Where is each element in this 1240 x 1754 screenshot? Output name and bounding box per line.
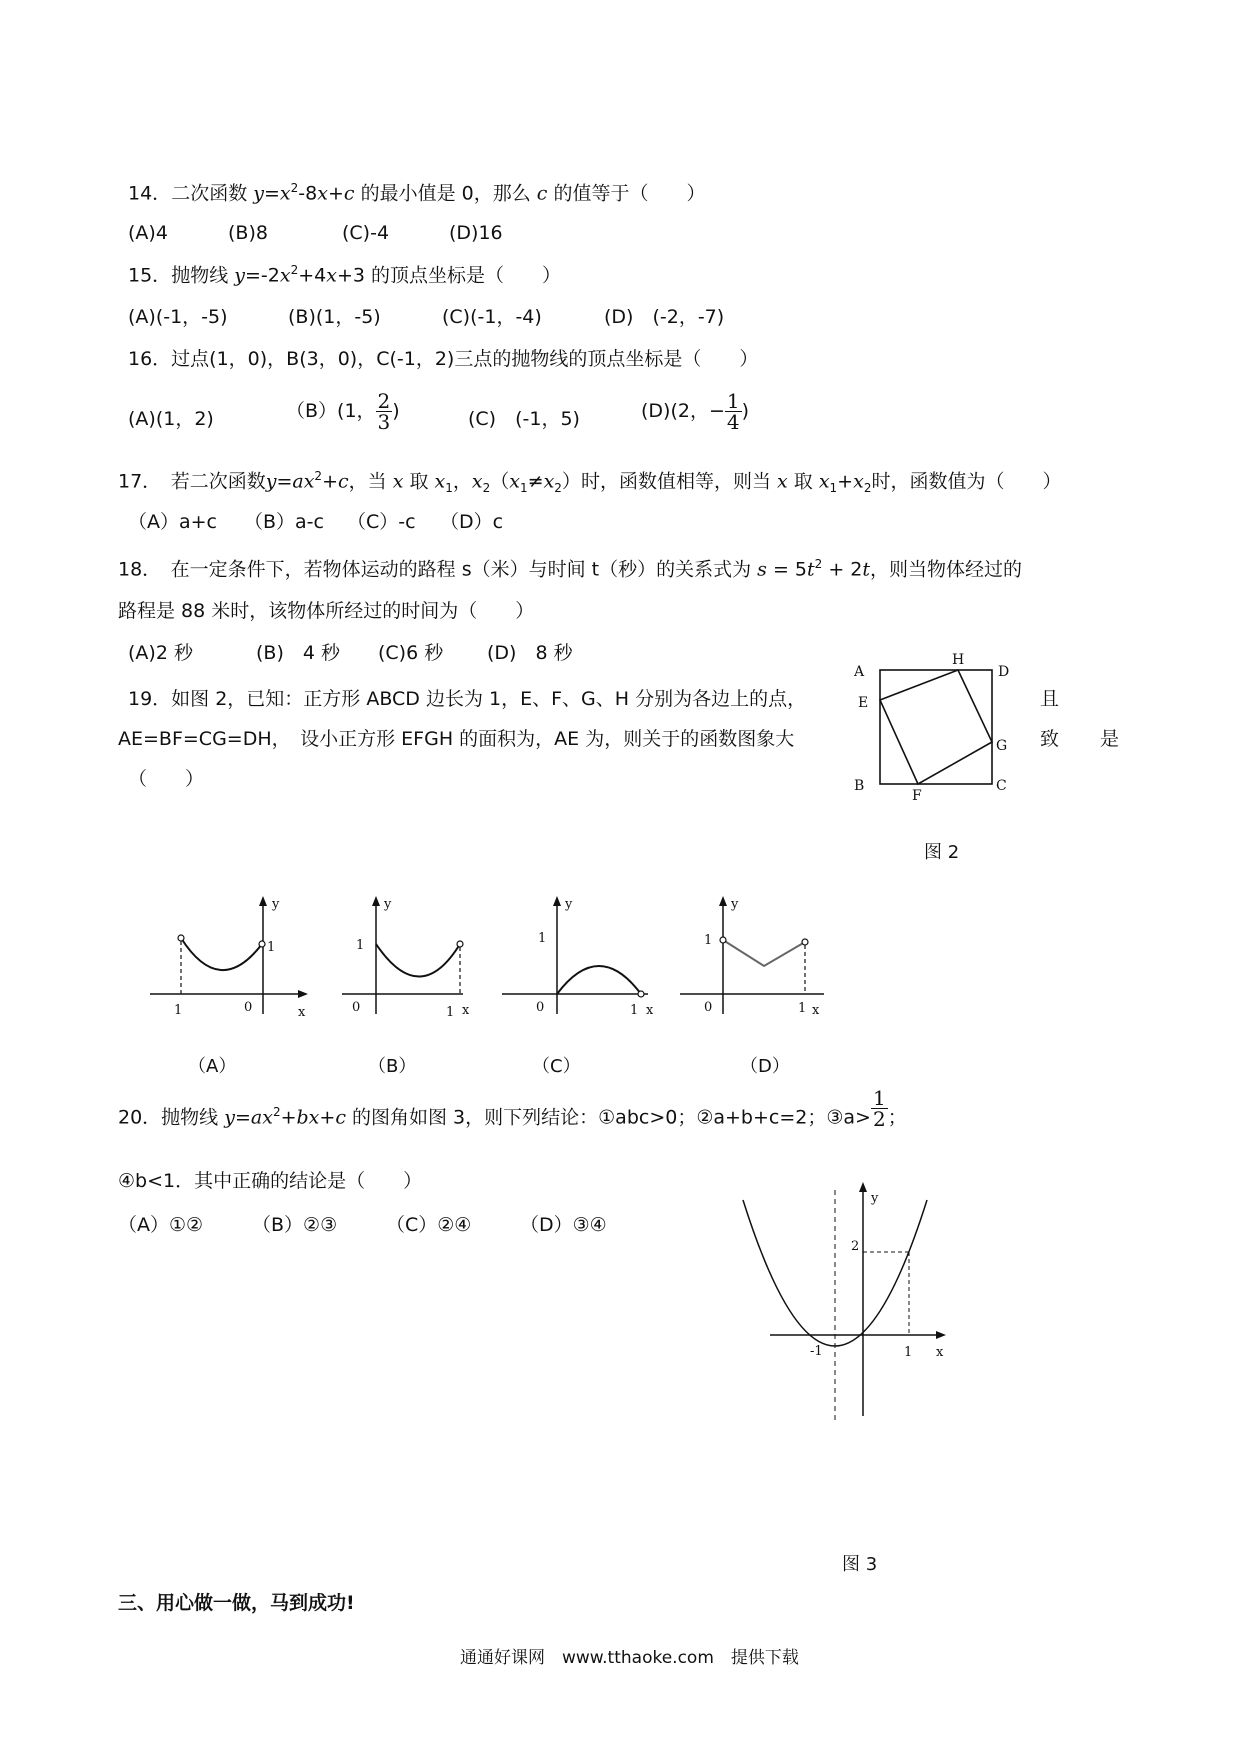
label-b: B — [854, 778, 865, 794]
q16-option-b: （B）(1， $\frac{2}{3}$ ) — [286, 389, 400, 434]
question-text: 取 — [409, 470, 429, 493]
fraction-denominator: 3 — [377, 410, 391, 434]
question-16: 16．过点(1，0)，B(3，0)，C(-1，2)三点的抛物线的顶点坐标是（ ） — [128, 348, 759, 370]
q15-option-d: (D) (-2，-7) — [604, 306, 725, 328]
svg-text:0: 0 — [536, 1000, 545, 1015]
fraction-denominator: 2 — [872, 1107, 886, 1132]
q18-option-b: (B) 4 秒 — [256, 642, 340, 664]
figure-3-caption: 图 3 — [842, 1554, 878, 1575]
svg-text:1: 1 — [267, 940, 276, 955]
svg-text:0: 0 — [352, 1000, 361, 1015]
svg-text:x: x — [936, 1345, 944, 1360]
graph-c-caption: （C） — [532, 1056, 581, 1077]
question-18-line2: 路程是 88 米时，该物体所经过的时间为（ ） — [118, 600, 535, 622]
q18-option-d: (D) 8 秒 — [487, 642, 573, 664]
question-18: 18． 在一定条件下，若物体运动的路程 s（米）与时间 t（秒）的关系式为 $s = 5t^2 + 2t$，则当物体经过的 — [118, 557, 1023, 581]
q15-option-a: (A)(-1，-5) — [128, 306, 228, 328]
question-text: ，则当物体经过的 — [870, 558, 1023, 581]
q20-option-b: （B）②③ — [252, 1214, 338, 1236]
q14-option-c: (C)-4 — [342, 222, 390, 244]
svg-text:y: y — [565, 897, 573, 912]
question-text: 20．抛物线 — [118, 1106, 219, 1129]
question-number: 14． — [128, 182, 172, 205]
fraction — [871, 1086, 888, 1132]
q14-option-d: (D)16 — [449, 222, 503, 244]
question-text: 抛物线 — [171, 264, 229, 287]
svg-text:y: y — [871, 1191, 879, 1206]
page-footer: 通通好课网 www.tthaoke.com 提供下载 — [460, 1648, 799, 1668]
question-text: 时，函数值相等，则当 — [580, 470, 771, 493]
q20-option-d: （D）③④ — [520, 1214, 607, 1236]
svg-text:1: 1 — [174, 1003, 183, 1018]
graph-b — [338, 894, 488, 1024]
q14-option-a: (A)4 — [128, 222, 168, 244]
svg-text:1: 1 — [798, 1001, 807, 1016]
q17-option-a: （A）a+c — [128, 511, 218, 533]
question-15: 15．抛物线 $y=-2x^2+4x+3$ 的顶点坐标是（ ） — [128, 263, 562, 287]
question-text: ，当 — [348, 470, 387, 493]
label-c: C — [996, 778, 1007, 794]
question-number: 17． — [118, 470, 152, 493]
option-label: （B）(1， — [286, 400, 376, 422]
question-text: 18． 在一定条件下，若物体运动的路程 s（米）与时间 t（秒）的关系式为 — [118, 558, 752, 581]
q20-option-a: （A）①② — [118, 1214, 204, 1236]
svg-text:2: 2 — [851, 1239, 860, 1254]
question-14: 14．二次函数 $y=x^2-8x+c$ 的最小值是 0，那么 c 的值等于（ ） — [128, 181, 706, 205]
section-heading: 三、用心做一做，马到成功! — [118, 1592, 355, 1614]
svg-text:1: 1 — [356, 938, 365, 953]
q18-option-a: (A)2 秒 — [128, 642, 193, 664]
question-19-line2-end1: 致 — [1040, 728, 1060, 750]
label-h: H — [952, 652, 965, 668]
svg-text:0: 0 — [704, 1000, 713, 1015]
question-text: 时，函数值为（ ） — [871, 470, 1062, 493]
question-text: 的顶点坐标是（ ） — [371, 264, 562, 287]
fraction-denominator: 4 — [726, 410, 740, 434]
graph-d-caption: （D） — [740, 1056, 790, 1077]
q17-option-d: （D）c — [440, 511, 504, 533]
svg-text:1: 1 — [704, 933, 713, 948]
question-text: 若二次函数 — [170, 470, 266, 493]
figure-2-square — [840, 650, 1020, 804]
svg-text:1: 1 — [630, 1003, 639, 1018]
svg-text:1: 1 — [446, 1005, 455, 1020]
question-20-line2: ④b<1．其中正确的结论是（ ） — [118, 1170, 423, 1192]
question-19-line2: AE=BF=CG=DH， 设小正方形 EFGH 的面积为，AE 为，则关于的函数图象大 — [118, 728, 795, 750]
fraction-numerator: 1 — [726, 389, 740, 413]
svg-text:1: 1 — [904, 1345, 913, 1360]
svg-text:0: 0 — [244, 1000, 253, 1015]
graph-a — [148, 894, 318, 1024]
question-19-line3: （ ） — [128, 768, 205, 790]
question-17: 17． 若二次函数$y=ax^2+c$，当 x 取 $x_1$，$x_2(x_1\ne x_2)$时，函数值相等，则当 x 取 $x_1+x_2$时，函数值为（ ） — [118, 469, 1062, 496]
q16-option-c: (C) (-1，5) — [468, 408, 580, 430]
graph-c — [498, 894, 658, 1024]
question-text: 的图角如图 3，则下列结论：①abc>0；②a+b+c=2；③a> — [352, 1106, 871, 1129]
figure-2-caption: 图 2 — [924, 842, 960, 863]
q20-option-c: （C）②④ — [386, 1214, 472, 1236]
graph-d — [676, 894, 836, 1024]
question-19-line2-end2: 是 — [1100, 728, 1120, 750]
question-19-line1: 19．如图 2，已知：正方形 ABCD 边长为 1，E、F、G、H 分别为各边上的点， — [128, 688, 807, 710]
fraction-numerator: 2 — [377, 389, 391, 413]
svg-text:x: x — [812, 1003, 820, 1018]
question-number: 15． — [128, 264, 172, 287]
label-a: A — [854, 664, 865, 680]
label-f: F — [912, 788, 922, 804]
question-text: 二次函数 — [171, 182, 248, 205]
fraction — [725, 391, 742, 432]
q17-option-c: （C）-c — [347, 511, 416, 533]
question-text: 的最小值是 0，那么 — [360, 182, 531, 205]
svg-text:x: x — [298, 1005, 306, 1020]
graph-a-caption: （A） — [188, 1056, 237, 1077]
question-19-line1-end: 且 — [1040, 688, 1060, 710]
fraction-numerator: 1 — [872, 1086, 886, 1111]
q16-option-a: (A)(1，2) — [128, 408, 214, 430]
svg-text:y: y — [272, 897, 280, 912]
label-g: G — [996, 738, 1008, 754]
svg-text:x: x — [646, 1003, 654, 1018]
svg-text:-1: -1 — [810, 1344, 823, 1359]
question-text: ； — [887, 1106, 907, 1129]
label-d: D — [998, 664, 1010, 680]
svg-text:1: 1 — [538, 931, 547, 946]
q15-option-b: (B)(1，-5) — [288, 306, 381, 328]
svg-text:y: y — [731, 897, 739, 912]
label-e: E — [858, 695, 869, 711]
svg-text:y: y — [384, 897, 392, 912]
q17-option-b: （B）a-c — [244, 511, 324, 533]
q14-option-b: (B)8 — [228, 222, 268, 244]
option-label: (D)(2，− — [641, 400, 725, 422]
question-20: 20．抛物线 $y=ax^2+bx+c$ 的图角如图 3，则下列结论：①abc>0；②a+b+c=2；③a> $\frac{1}{2}$ ； — [118, 1086, 907, 1132]
svg-text:x: x — [462, 1003, 470, 1018]
q18-option-c: (C)6 秒 — [378, 642, 444, 664]
question-text: 的值等于（ ） — [553, 182, 706, 205]
q16-option-d: (D)(2，− $\frac{1}{4}$ ) — [641, 389, 750, 434]
q15-option-c: (C)(-1，-4) — [442, 306, 542, 328]
graph-b-caption: （B） — [368, 1056, 417, 1077]
figure-3-parabola — [740, 1180, 960, 1420]
fraction — [376, 391, 393, 432]
